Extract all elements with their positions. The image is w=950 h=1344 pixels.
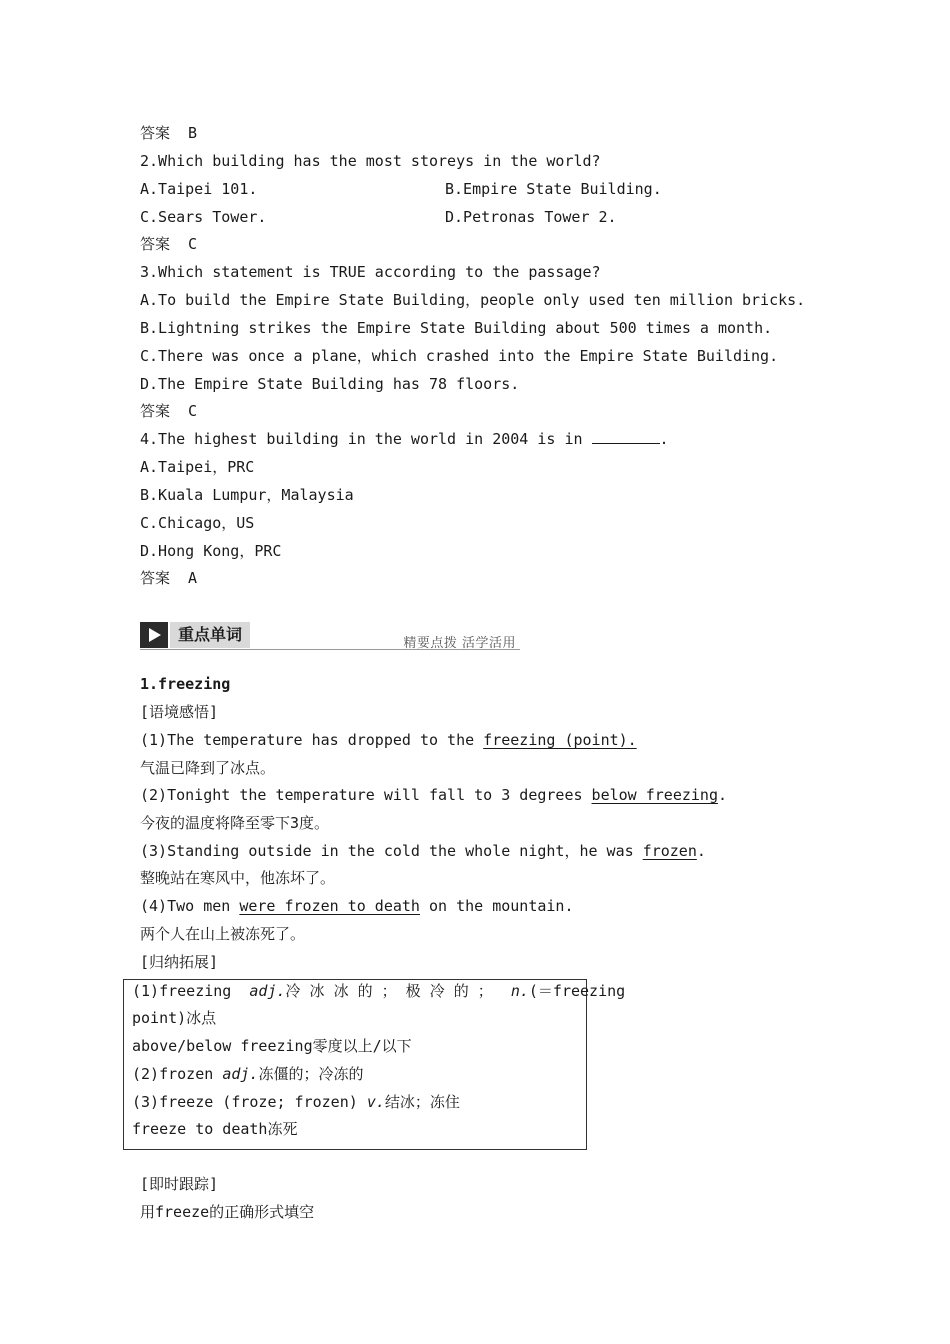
q2-option-c: C.Sears Tower. [140,208,267,226]
example-3-translation: 整晚站在寒风中，他冻坏了。 [140,869,336,887]
pos-adj: adj. [249,982,286,1000]
pos-verb: v. [366,1093,385,1111]
summary-line-2: point)冰点 [132,1009,217,1027]
q4-option-a: A.Taipei，PRC [140,458,255,476]
example-1-key: freezing (point). [483,731,637,749]
q4-option-b: B.Kuala Lumpur，Malaysia [140,486,354,504]
example-2-end: . [717,786,728,804]
q2-question: 2.Which building has the most storeys in the world? [140,152,601,170]
summary-line-5 [132,1092,460,1112]
summary-meaning-adj: 冷 冰 冰 的 ； 极 冷 的 ； [285,982,511,1000]
q3-option-d: D.The Empire State Building has 78 floors. [140,375,520,393]
example-2-translation: 今夜的温度将降至零下3度。 [140,814,330,832]
play-arrow-icon [140,622,168,648]
example-4-end: on the mountain. [419,897,574,915]
q4-option-c: C.Chicago，US [140,514,255,532]
example-2-text: (2)Tonight the temperature will fall to 3 degrees [140,786,592,804]
example-2-key: below freezing [591,786,718,804]
example-4-translation: 两个人在山上被冻死了。 [140,925,306,943]
practice-label: [即时跟踪] [140,1175,219,1193]
summary-line-3: above/below freezing零度以上/以下 [132,1037,412,1055]
word-heading: 1.freezing [140,675,231,693]
summary-line-1 [132,981,625,1001]
example-1-translation: 气温已降到了冰点。 [140,759,276,777]
summary-box [123,979,626,1150]
q2-option-b: B.Empire State Building. [445,180,662,198]
q2-option-a: A.Taipei 101. [140,180,258,198]
example-1-text: (1)The temperature has dropped to the [140,731,484,749]
example-4-key: were frozen to death [239,897,420,915]
example-3 [140,841,706,861]
example-1 [140,730,637,750]
q4-question [140,429,669,449]
pos-noun: n. [510,982,529,1000]
example-3-text: (3)Standing outside in the cold the whole night，he was [140,842,643,860]
context-label: [语境感悟] [140,703,219,721]
summary-term-freezing: (1)freezing [132,982,250,1000]
summary-line-4 [132,1064,363,1084]
q3-answer: 答案 C [140,402,198,420]
q4-blank [592,429,660,444]
section-banner [140,622,520,650]
summary-label: [归纳拓展] [140,953,219,971]
summary-meaning-frozen: 冻僵的；冷冻的 [258,1065,364,1083]
summary-meaning-freeze: 结冰；冻住 [384,1093,460,1111]
pos-adj-2: adj. [222,1065,259,1083]
section-title: 重点单词 [170,622,250,648]
section-subtitle: 精要点拨 活学活用 [403,636,516,651]
summary-term-freeze: (3)freeze (froze; frozen) [132,1093,367,1111]
q2-answer: 答案 C [140,235,198,253]
q4-question-text: 4.The highest building in the world in 2004 is in [140,430,592,448]
summary-term-frozen: (2)frozen [132,1065,223,1083]
example-4 [140,896,574,916]
practice-instruction: 用freeze的正确形式填空 [140,1203,315,1221]
example-4-text: (4)Two men [140,897,240,915]
example-3-key: frozen [642,842,697,860]
example-2 [140,785,727,805]
q4-question-end: . [659,430,669,448]
q3-question: 3.Which statement is TRUE according to the passage? [140,263,601,281]
q4-option-d: D.Hong Kong，PRC [140,542,282,560]
q3-option-c: C.There was once a plane，which crashed into the Empire State Building. [140,347,779,365]
q1-answer: 答案 B [140,124,198,142]
q4-answer: 答案 A [140,569,198,587]
q3-option-a: A.To build the Empire State Building，people only used ten million bricks. [140,291,806,309]
example-3-end: . [696,842,706,860]
summary-meaning-noun: (＝freezing [528,982,626,1000]
summary-line-6: freeze to death冻死 [132,1120,298,1138]
q3-option-b: B.Lightning strikes the Empire State Building about 500 times a month. [140,319,773,337]
q2-option-d: D.Petronas Tower 2. [445,208,617,226]
